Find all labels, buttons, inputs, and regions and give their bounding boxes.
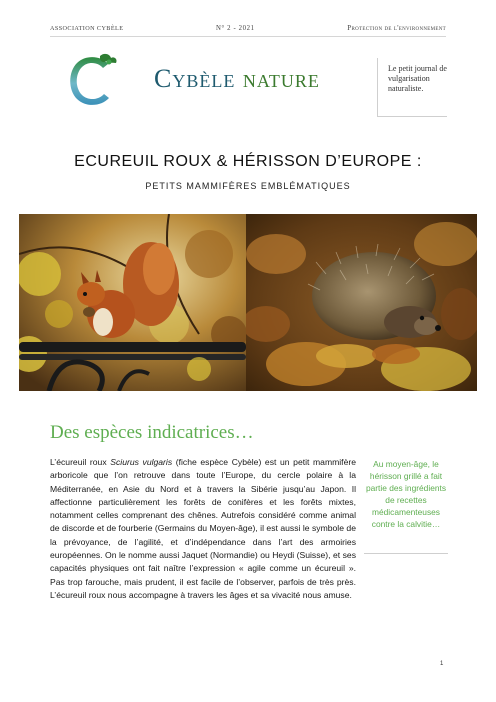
tagline-divider <box>377 58 378 116</box>
hedgehog-photo <box>246 214 477 391</box>
article-subtitle: PETITS MAMMIFÈRES EMBLÉMATIQUES <box>145 181 351 191</box>
issue-number: N° 2 - 2021 <box>216 24 255 32</box>
cybele-logo <box>64 50 120 110</box>
page-number: 1 <box>440 661 444 667</box>
callout-divider <box>364 553 448 554</box>
body-intro: L’écureuil roux <box>50 457 111 467</box>
body-rest: (fiche espèce Cybèle) est un petit mammifère arboricole que l’on retrouve dans toute l’Europe, du cercle polaire à la Méditerranée, en Asie du Nord et à travers la Sibérie jusqu’au Japon. Il affectionne particulièrement les forêts de conifères et les forêts mixtes, notamment celles comprenant des chênes. Autrefois considéré comme animal de discorde et de fourberie (Germains du Moyen-âge), il est aussi le symbole de la prévoyance, de l’agilité, et d’indépendance dans l’art des armoiries européennes. On le nomme aussi Jaquet (Normandie) ou Heydi (Suisse), et ses capacités physiques ont fait naître l’expression « agile comme un écureuil ». Pas trop farouche, mais prudent, il est facile de l’observer, parfois de très près. L’écureuil roux nous accompagne à travers les âges et sa vivacité nous amuse. <box>50 457 356 600</box>
brand-name-part1: Cybèle <box>154 64 236 93</box>
article-title: ECUREUIL ROUX & HÉRISSON D’EUROPE : <box>74 153 422 170</box>
association-label: ASSOCIATION CYBÈLE <box>50 24 124 32</box>
top-meta-bar <box>50 22 446 34</box>
sidebar-callout: Au moyen-âge, le hérisson grillé a fait partie des ingrédients de recettes médicamenteuses contre la calvitie… <box>365 459 447 529</box>
tagline-underline <box>377 116 447 117</box>
red-squirrel-photo <box>19 214 246 391</box>
tagline: Le petit journal de vulgarisation naturaliste. <box>388 64 447 93</box>
brand-name-part2: nature <box>242 64 320 93</box>
brand-title <box>154 64 320 94</box>
article-body <box>50 456 356 602</box>
species-name: Sciurus vulgaris <box>110 457 173 467</box>
masthead-divider <box>50 36 446 37</box>
section-heading: Des espèces indicatrices… <box>50 422 254 443</box>
category-label: Protection de l'environnement <box>347 24 446 32</box>
photo-strip <box>19 214 477 391</box>
